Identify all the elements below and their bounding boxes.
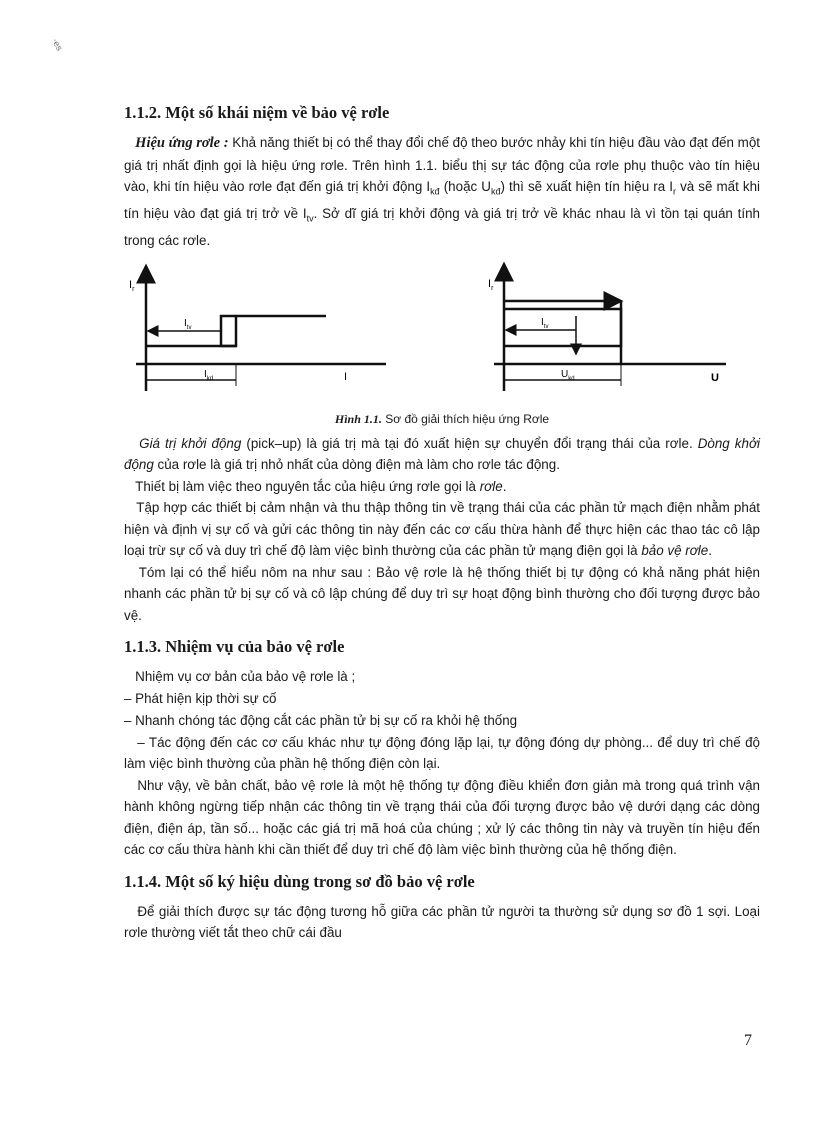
page-content: [124, 102, 760, 944]
right-itv-label: $I_{tv}$: [541, 316, 549, 330]
section-heading-1-1-2: 1.1.2. Một số khái niệm về bảo vệ rơle: [124, 103, 390, 122]
list-item: – Tác động đến các cơ cấu khác như tự động đóng lặp lại, tự động đóng dự phòng... để duy trì chế độ làm việc bình thường của phần hệ thống điện còn lại.: [124, 734, 760, 772]
paragraph-essence: Như vậy, về bản chất, bảo vệ rơle là một hệ thống tự động điều khiển đơn giản mà trong quá trình vận hành không ngừng tiếp nhận các thông tin về trạng thái của đối tượng được bảo vệ dưới dạng các dòng điện, điện áp, tần số... hoặc các giá trị mã hoá của chúng ; xử lý các thông tin này và truyền tín hiệu đến các cơ cấu thừa hành khi cần thiết để duy trì chế độ làm việc bình thường của hệ thống điện.: [124, 777, 760, 858]
right-return-curve: [504, 309, 621, 346]
left-graph: [129, 266, 386, 391]
paragraph-relay-definition: Thiết bị làm việc theo nguyên tắc của hiệu ứng rơle gọi là rơle.: [135, 478, 507, 494]
page-number: 7: [744, 1032, 752, 1049]
left-return-curve: [221, 316, 236, 346]
figure-1-1: [124, 256, 760, 406]
paragraph-relay-protection: Tập hợp các thiết bị cảm nhận và thu thập thông tin về trạng thái của các phần tử mạch điện nhằm phát hiện và định vị sự cố và gửi các thông tin này đến các cơ cấu thừa hành để thực hiện các thao tác cô lập loại trừ sự cố và duy trì chế độ làm việc bình thường của các phần tử mạng điện gọi là bảo vệ rơle.: [124, 500, 760, 559]
left-y-label: $I_r$: [129, 278, 135, 293]
right-x-label: U: [711, 371, 719, 384]
figure-caption: Hình 1.1. Sơ đồ giải thích hiệu ứng Rơle: [334, 411, 550, 426]
list-item: – Nhanh chóng tác động cắt các phần tử bị sự cố ra khỏi hệ thống: [124, 712, 518, 728]
tasks-intro: Nhiệm vụ cơ bản của bảo vệ rơle là ;: [135, 669, 356, 685]
right-y-label: $I_r$: [488, 277, 494, 292]
section-heading-1-1-4: 1.1.4. Một số ký hiệu dùng trong sơ đồ bảo vệ rơle: [124, 871, 475, 891]
right-graph: [488, 264, 726, 391]
paragraph-relay-effect: Hiệu ứng rơle : Khả năng thiết bị có thể thay đổi chế độ theo bước nhảy khi tín hiệu đầu vào đạt đến một giá trị nhất định gọi là hiệu ứng rơle. Trên hình 1.1. biểu thị sự tác động của rơle phụ thuộc vào tín hiệu vào, khi tín hiệu vào rơle đạt đến giá trị khởi động $I_{kđ}$ (hoặc $U_{kđ}$) thì sẽ xuất hiện tín hiệu ra $I_r$ và sẽ mất khi tín hiệu vào đạt giá trị trở về $I_{tv}$. Sở dĩ giá trị khởi động và giá trị trở về khác nhau là vì tồn tại quán tính trong các rơle.: [124, 135, 761, 249]
paragraph-pickup: Giá trị khởi động (pick–up) là giá trị mà tại đó xuất hiện sự chuyển đổi trạng thái của rơle. Dòng khởi động của rơle là giá trị nhỏ nhất của dòng điện mà làm cho rơle tác động.: [124, 435, 761, 473]
left-x-label: I: [344, 370, 348, 383]
paragraph-summary: Tóm lại có thể hiểu nôm na như sau : Bảo vệ rơle là hệ thống thiết bị tự động có khả năng phát hiện nhanh các phần tử bị sự cố và cô lập chúng để duy trì sự hoạt động bình thường cho đối tượng được bảo vệ.: [124, 564, 761, 623]
right-ukd-label: $U_{kd}$: [561, 368, 575, 382]
left-itv-label: $I_{tv}$: [184, 317, 192, 331]
list-item: – Phát hiện kịp thời sự cố: [124, 690, 277, 706]
term-relay-effect: Hiệu ứng rơle :: [135, 135, 229, 151]
corner-mark: ·es: [48, 36, 64, 54]
left-ikd-label: $I_{kd}$: [204, 368, 214, 382]
relay-effect-diagram: [116, 256, 736, 406]
paragraph-symbols: Để giải thích được sự tác động tương hỗ giữa các phần tử người ta thường sử dụng sơ đồ 1 sợi. Loại rơle thường viết tắt theo chữ cái đầu: [124, 903, 760, 941]
section-heading-1-1-3: 1.1.3. Nhiệm vụ của bảo vệ rơle: [124, 637, 345, 657]
